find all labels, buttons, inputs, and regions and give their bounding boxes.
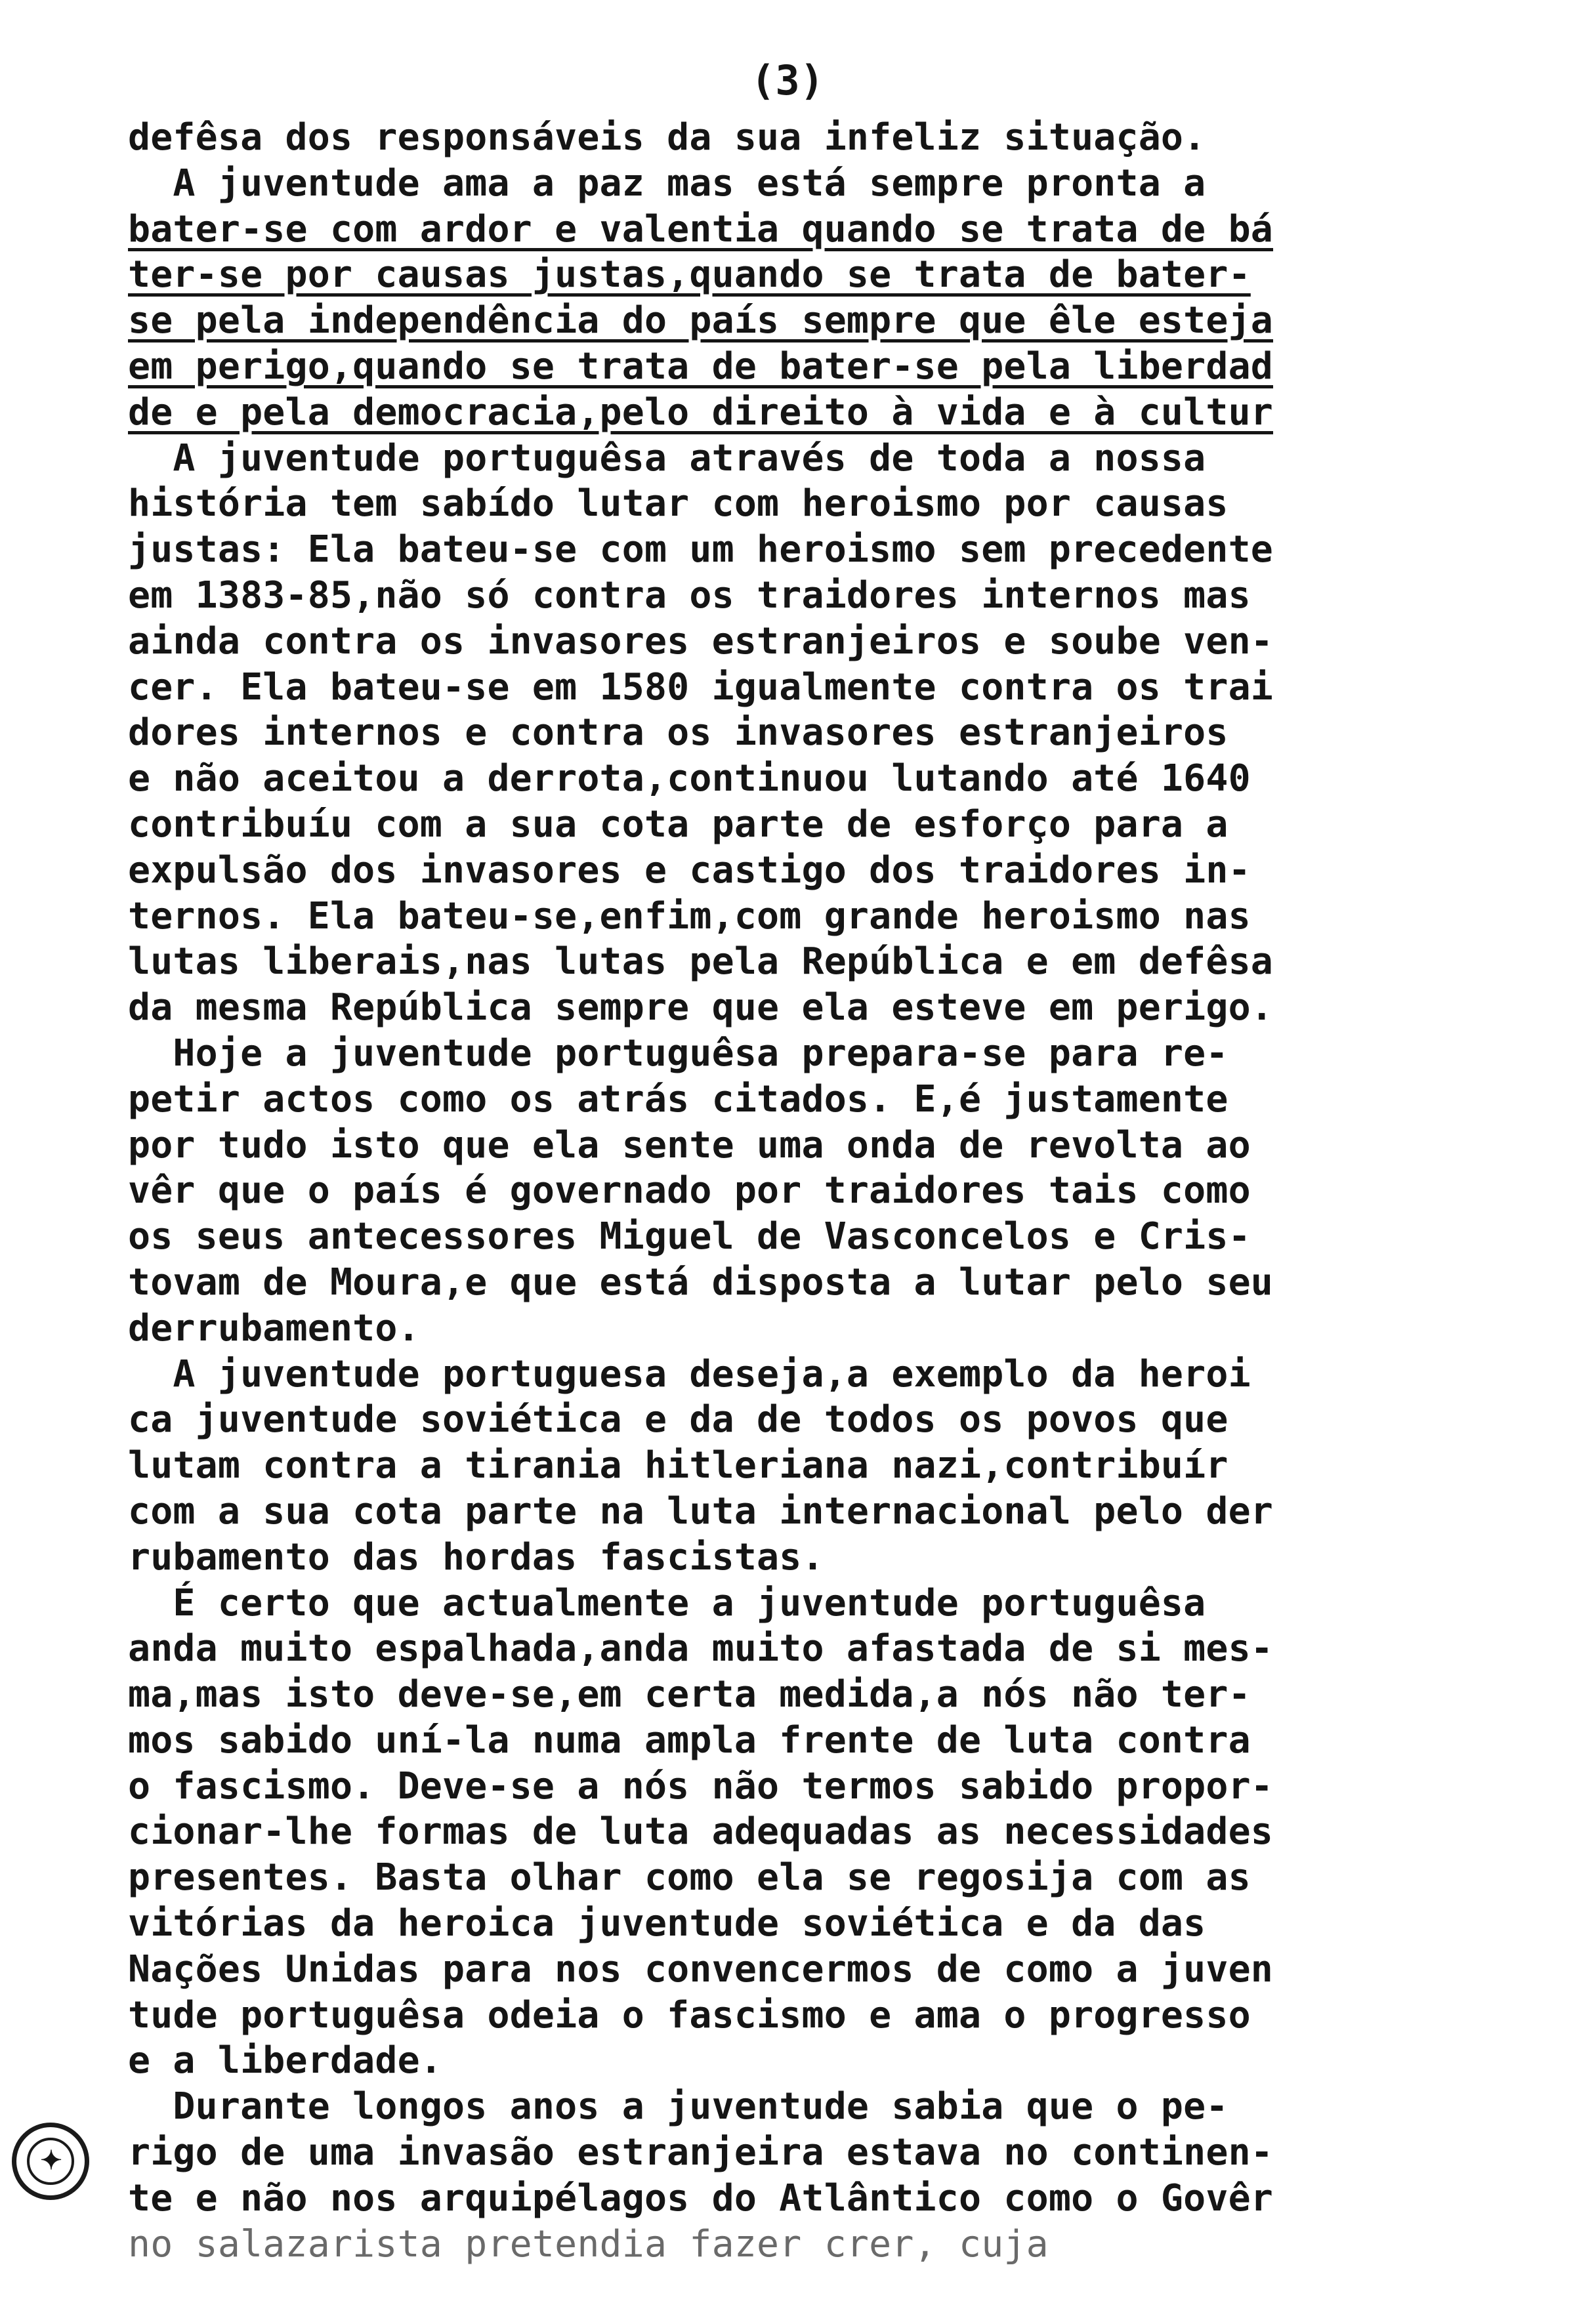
text-line: ma,mas isto deve-se,em certa medida,a nós não ter- bbox=[128, 1673, 1251, 1716]
text-line: cionar-lhe formas de luta adequadas as necessidades bbox=[128, 1810, 1274, 1854]
text-line: ternos. Ela bateu-se,enfim,com grande heroismo nas bbox=[128, 894, 1251, 938]
text-line: de e pela democracia,pelo direito à vida e à cultur bbox=[128, 390, 1274, 434]
text-line: A juventude portuguesa deseja,a exemplo da heroi bbox=[128, 1352, 1251, 1396]
document-body bbox=[128, 115, 1460, 2267]
stamp-mark: ✦ bbox=[40, 2145, 62, 2176]
text-line: tude portuguêsa odeia o fascismo e ama o progresso bbox=[128, 1993, 1251, 2037]
text-line: vêr que o país é governado por traidores tais como bbox=[128, 1169, 1251, 1213]
text-line: defêsa dos responsáveis da sua infeliz situação. bbox=[128, 116, 1206, 159]
text-line: da mesma República sempre que ela esteve em perigo. bbox=[128, 986, 1274, 1029]
text-line: Nações Unidas para nos convencermos de como a juven bbox=[128, 1947, 1274, 1991]
text-line: e não aceitou a derrota,continuou lutando até 1640 bbox=[128, 757, 1251, 800]
page-number: (3) bbox=[751, 56, 824, 104]
text-line: rubamento das hordas fascistas. bbox=[128, 1535, 824, 1579]
text-line: A juventude portuguêsa através de toda a nossa bbox=[128, 436, 1206, 480]
text-line: A juventude ama a paz mas está sempre pronta a bbox=[128, 161, 1206, 205]
text-line: contribuíu com a sua cota parte de esforço para a bbox=[128, 802, 1228, 846]
text-line: presentes. Basta olhar como ela se regosija com as bbox=[128, 1856, 1251, 1899]
text-line: ter-se por causas justas,quando se trata de bater- bbox=[128, 253, 1251, 297]
text-line: no salazarista pretendia fazer crer, cuja bbox=[128, 2222, 1049, 2266]
text-line: justas: Ela bateu-se com um heroismo sem precedente bbox=[128, 528, 1274, 571]
text-line: o fascismo. Deve-se a nós não termos sabido propor- bbox=[128, 1764, 1274, 1808]
text-line: rigo de uma invasão estranjeira estava no continen- bbox=[128, 2131, 1274, 2174]
text-line: Hoje a juventude portuguêsa prepara-se para re- bbox=[128, 1031, 1228, 1075]
text-line: derrubamento. bbox=[128, 1306, 420, 1350]
text-line: É certo que actualmente a juventude portuguêsa bbox=[128, 1581, 1206, 1625]
text-line: dores internos e contra os invasores estranjeiros bbox=[128, 711, 1228, 755]
text-line: te e não nos arquipélagos do Atlântico como o Govêr bbox=[128, 2176, 1274, 2220]
text-line: ainda contra os invasores estranjeiros e soube ven- bbox=[128, 619, 1274, 663]
text-line: lutas liberais,nas lutas pela República e em defêsa bbox=[128, 940, 1274, 984]
text-line: ca juventude soviética e da de todos os povos que bbox=[128, 1398, 1228, 1442]
text-line: tovam de Moura,e que está disposta a lutar pelo seu bbox=[128, 1260, 1274, 1304]
text-line: e a liberdade. bbox=[128, 2039, 443, 2083]
text-line: vitórias da heroica juventude soviética e da das bbox=[128, 1902, 1206, 1945]
text-line: os seus antecessores Miguel de Vasconcelos e Cris- bbox=[128, 1215, 1251, 1258]
text-line: cer. Ela bateu-se em 1580 igualmente contra os trai bbox=[128, 665, 1274, 709]
text-line: se pela independência do país sempre que êle esteja bbox=[128, 299, 1274, 342]
text-line: expulsão dos invasores e castigo dos traidores in- bbox=[128, 848, 1251, 892]
text-line: com a sua cota parte na luta internacional pelo der bbox=[128, 1489, 1274, 1533]
text-line: Durante longos anos a juventude sabia que o pe- bbox=[128, 2085, 1228, 2128]
text-line: mos sabido uní-la numa ampla frente de luta contra bbox=[128, 1718, 1251, 1762]
text-line: petir actos como os atrás citados. E,é justamente bbox=[128, 1077, 1228, 1121]
archive-stamp bbox=[12, 2123, 89, 2200]
text-line: história tem sabído lutar com heroismo por causas bbox=[128, 482, 1228, 526]
text-line: em 1383-85,não só contra os traidores internos mas bbox=[128, 573, 1251, 617]
text-line: anda muito espalhada,anda muito afastada de si mes- bbox=[128, 1627, 1274, 1670]
text-line: lutam contra a tirania hitleriana nazi,contribuír bbox=[128, 1444, 1228, 1487]
text-line: bater-se com ardor e valentia quando se trata de bá bbox=[128, 207, 1274, 251]
text-line: por tudo isto que ela sente uma onda de revolta ao bbox=[128, 1123, 1251, 1167]
text-line: em perigo,quando se trata de bater-se pela liberdad bbox=[128, 344, 1274, 388]
